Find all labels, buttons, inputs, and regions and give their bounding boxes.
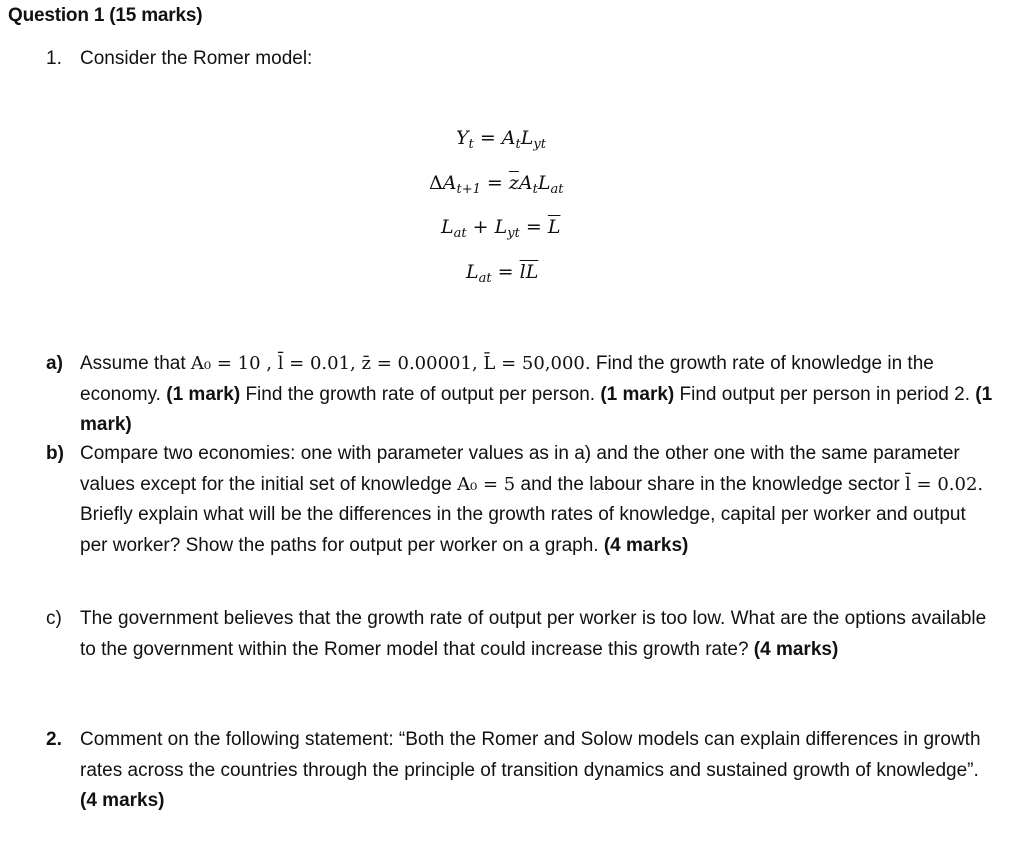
question-1-text: Consider the Romer model: [80, 48, 313, 69]
part-a-text-3: Find the growth rate of output per person. [240, 383, 601, 405]
part-a-mark-2: (1 mark) [600, 383, 675, 405]
question-1-number: 1. [46, 48, 62, 69]
question-2 [46, 725, 1006, 817]
question-2-mark: (4 marks) [80, 790, 165, 811]
part-b-text-3: Briefly explain what will be the differences in the growth rates of knowledge, capital per worker and output per worker? Show the paths for output per worker on a graph. [80, 504, 966, 556]
part-a-label: a) [46, 353, 63, 374]
part-b-initial-knowledge: A₀ = 5 [457, 473, 516, 495]
part-a-parameters: A₀ = 10 , l̄ = 0.01, z̄ = 0.00001, L̄ = 50,000. [190, 353, 591, 374]
part-a-text-1: Assume that [80, 353, 191, 374]
part-a [46, 349, 1006, 441]
equation-labour-constraint: $L_{at} + L_{yt} = \overline{L}$ [441, 216, 561, 241]
part-c-mark: (4 marks) [753, 638, 839, 660]
part-c-text-1: The government believes that the growth rate of output per worker is too low. What are the options available to the government within the Romer model that could increase this growth rate? [80, 608, 987, 660]
part-a-mark-1: (1 mark) [166, 383, 241, 405]
part-b-labour-share: l̄ = 0.02. [905, 473, 984, 495]
part-c [46, 604, 1006, 665]
part-b-text-2: and the labour share in the knowledge sector [515, 473, 906, 495]
equation-research-share: $L_{at} = \overline{l}\overline{L}$ [466, 261, 539, 286]
question-2-text [80, 725, 998, 817]
part-b-text [80, 439, 998, 561]
question-1-intro [46, 48, 312, 70]
part-b-mark: (4 marks) [603, 534, 689, 556]
part-b-label: b) [46, 443, 64, 464]
part-c-text [80, 604, 998, 665]
equation-knowledge-growth: $\Delta A_{t+1} = \overline{z}A_tL_{at}$ [429, 172, 564, 197]
part-a-text-2: Find the growth rate of knowledge in the economy. [80, 353, 934, 405]
part-b-text-1: Compare two economies: one with parameter values as in a) and the other one with the same parameter values except for the initial set of knowledge [80, 443, 960, 495]
question-heading: Question 1 (15 marks) [8, 5, 203, 26]
part-b [46, 439, 1006, 561]
equation-output: $Y_t = A_tL_{yt}$ [456, 127, 546, 152]
part-a-text [80, 349, 998, 441]
part-c-label: c) [46, 608, 62, 629]
question-2-number: 2. [46, 729, 62, 750]
part-a-text-4: Find output per person in period 2. [674, 383, 976, 405]
part-a-mark-3: (1 mark) [80, 383, 993, 435]
question-2-statement: Comment on the following statement: “Both the Romer and Solow models can explain differences in growth rates across the countries through the principle of transition dynamics and sustained growth of knowledge”. [80, 729, 981, 781]
